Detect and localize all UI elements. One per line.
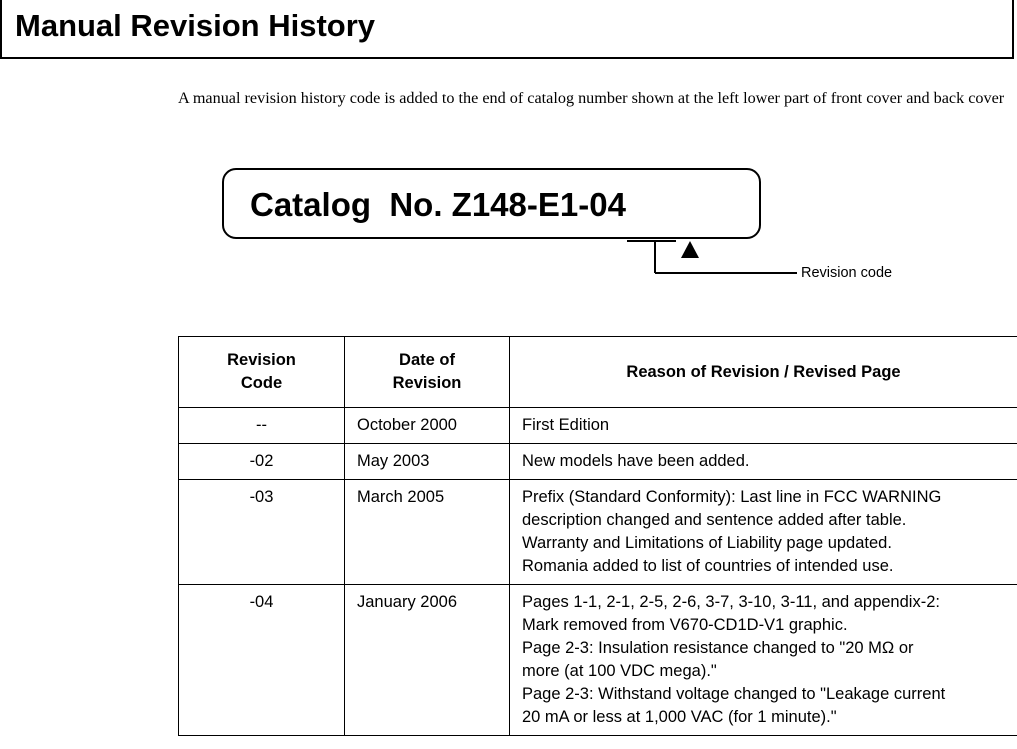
reason-line: New models have been added. xyxy=(522,452,750,470)
revision-code-label: Revision code xyxy=(801,265,893,281)
table-row xyxy=(179,585,1017,736)
reason-line: description changed and sentence added after table. xyxy=(522,511,907,529)
reason-line: Prefix (Standard Conformity): Last line in FCC WARNING xyxy=(522,488,942,506)
revision-date-cell: January 2006 xyxy=(345,585,510,736)
reason-line: First Edition xyxy=(522,416,610,434)
table-header-row xyxy=(179,337,1017,408)
header-reason: Reason of Revision / Revised Page xyxy=(510,337,1017,408)
revision-code-cell: -- xyxy=(179,408,345,444)
triangle-up-icon xyxy=(681,241,699,258)
header-revision-code xyxy=(179,337,345,408)
revision-history-table xyxy=(178,336,1017,736)
revision-reason-cell xyxy=(510,480,1017,585)
header-code-line2: Code xyxy=(240,374,283,392)
catalog-number: Catalog No. Z148-E1-04 xyxy=(250,186,626,223)
table-row xyxy=(179,408,1017,444)
revision-reason-cell xyxy=(510,408,1017,444)
revision-rows xyxy=(179,408,1017,736)
reason-line: Pages 1-1, 2-1, 2-5, 2-6, 3-7, 3-10, 3-11, and appendix-2: xyxy=(522,593,940,611)
reason-line: Page 2-3: Insulation resistance changed to "20 MΩ or xyxy=(522,639,914,657)
header-date-of-revision xyxy=(345,337,510,408)
page-title: Manual Revision History xyxy=(15,8,376,43)
intro-paragraph: A manual revision history code is added to the end of catalog number shown at the left lower part of front cover and back cover xyxy=(178,89,1005,107)
revision-code-pointer xyxy=(0,0,1017,300)
revision-reason-cell xyxy=(510,585,1017,736)
revision-code-cell: -04 xyxy=(179,585,345,736)
table-row xyxy=(179,480,1017,585)
reason-line: Romania added to list of countries of intended use. xyxy=(522,557,894,575)
revision-date-cell: May 2003 xyxy=(345,444,510,480)
header-date-line1: Date of xyxy=(399,351,455,369)
revision-reason-cell xyxy=(510,444,1017,480)
table-row xyxy=(179,444,1017,480)
reason-line: Warranty and Limitations of Liability page updated. xyxy=(522,534,892,552)
reason-line: 20 mA or less at 1,000 VAC (for 1 minute)." xyxy=(522,708,837,726)
revision-date-cell: October 2000 xyxy=(345,408,510,444)
revision-date-cell: March 2005 xyxy=(345,480,510,585)
revision-code-cell: -02 xyxy=(179,444,345,480)
reason-line: more (at 100 VDC mega)." xyxy=(522,662,717,680)
reason-line: Page 2-3: Withstand voltage changed to "Leakage current xyxy=(522,685,946,703)
reason-line: Mark removed from V670-CD1D-V1 graphic. xyxy=(522,616,848,634)
header-date-line2: Revision xyxy=(392,374,462,392)
header-code-line1: Revision xyxy=(227,351,296,369)
revision-code-cell: -03 xyxy=(179,480,345,585)
